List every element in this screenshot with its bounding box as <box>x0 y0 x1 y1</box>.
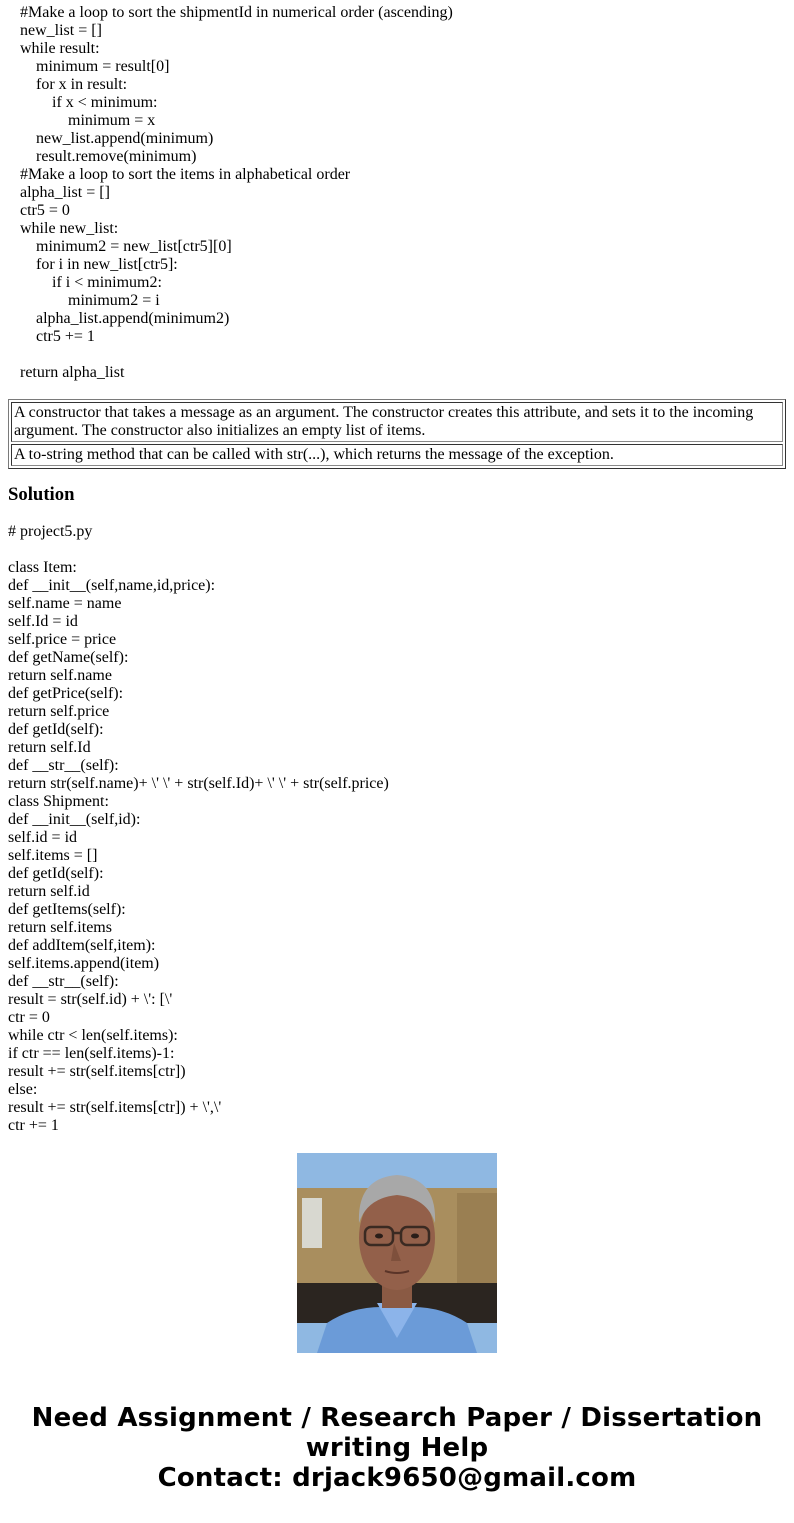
code-line: def getName(self): <box>8 649 129 666</box>
code-line: new_list = [] <box>20 22 102 39</box>
table-cell-to-string: A to-string method that can be called with str(...), which returns the message of the exception. <box>11 444 783 466</box>
code-line: ctr = 0 <box>8 1009 50 1026</box>
promo-line-1: Need Assignment / Research Paper / Dissertation <box>31 1403 763 1433</box>
code-line: # project5.py <box>8 523 93 540</box>
code-line: def __init__(self,name,id,price): <box>8 577 216 594</box>
code-line: result.remove(minimum) <box>36 148 197 165</box>
code-line: result += str(self.items[ctr]) + \',\' <box>8 1099 222 1116</box>
code-line: result = str(self.id) + \': [\' <box>8 991 173 1008</box>
code-line <box>20 346 453 364</box>
person-portrait-icon <box>297 1153 497 1353</box>
promo-line-2: writing Help <box>305 1433 489 1463</box>
code-line: if i < minimum2: <box>52 274 162 291</box>
code-line: minimum2 = i <box>68 292 160 309</box>
avatar <box>297 1153 497 1353</box>
code-line: class Shipment: <box>8 793 109 810</box>
code-line: def getPrice(self): <box>8 685 124 702</box>
code-line: def __str__(self): <box>8 973 119 990</box>
code-line: class Item: <box>8 559 77 576</box>
code-line: return self.Id <box>8 739 91 756</box>
code-line: return alpha_list <box>20 364 125 381</box>
code-line: #Make a loop to sort the shipmentId in numerical order (ascending) <box>20 4 453 21</box>
code-line: self.items = [] <box>8 847 98 864</box>
code-line: self.name = name <box>8 595 122 612</box>
code-line: self.Id = id <box>8 613 78 630</box>
promo-line-3: Contact: drjack9650@gmail.com <box>157 1463 637 1493</box>
solution-code-block <box>8 523 788 1134</box>
code-line: while ctr < len(self.items): <box>8 1027 178 1044</box>
code-line: return self.id <box>8 883 90 900</box>
code-line: minimum2 = new_list[ctr5][0] <box>36 238 232 255</box>
code-line: ctr += 1 <box>8 1117 59 1134</box>
code-line: def getId(self): <box>8 865 104 882</box>
code-line: if ctr == len(self.items)-1: <box>8 1045 175 1062</box>
table-row <box>11 402 783 442</box>
code-line: for x in result: <box>36 76 128 93</box>
code-line: def addItem(self,item): <box>8 937 156 954</box>
code-line: def __init__(self,id): <box>8 811 141 828</box>
code-line: while result: <box>20 40 100 57</box>
code-line: if x < minimum: <box>52 94 158 111</box>
code-line: alpha_list.append(minimum2) <box>36 310 230 327</box>
requirements-table <box>8 399 786 469</box>
code-line: self.price = price <box>8 631 117 648</box>
table-row <box>11 444 783 466</box>
code-line: #Make a loop to sort the items in alphabetical order <box>20 166 351 183</box>
code-line: minimum = result[0] <box>36 58 170 75</box>
code-line: return str(self.name)+ \' \' + str(self.Id)+ \' \' + str(self.price) <box>8 775 389 792</box>
code-line: for i in new_list[ctr5]: <box>36 256 178 273</box>
code-line: return self.name <box>8 667 112 684</box>
code-line: return self.price <box>8 703 110 720</box>
code-line: minimum = x <box>68 112 156 129</box>
code-line: alpha_list = [] <box>20 184 110 201</box>
code-line: else: <box>8 1081 38 1098</box>
code-line <box>8 541 788 559</box>
code-line: ctr5 += 1 <box>36 328 95 345</box>
code-line: def __str__(self): <box>8 757 119 774</box>
question-code-block <box>20 4 453 382</box>
table-cell-constructor: A constructor that takes a message as an argument. The constructor creates this attribute, and sets it to the incoming argument. The constructor also initializes an empty list of items. <box>11 402 783 442</box>
promo-banner <box>0 1403 794 1493</box>
code-line: def getItems(self): <box>8 901 126 918</box>
code-line: new_list.append(minimum) <box>36 130 214 147</box>
code-line: result += str(self.items[ctr]) <box>8 1063 186 1080</box>
code-line: return self.items <box>8 919 112 936</box>
code-line: while new_list: <box>20 220 119 237</box>
solution-heading: Solution <box>8 484 75 505</box>
code-line: self.id = id <box>8 829 78 846</box>
code-line: def getId(self): <box>8 721 104 738</box>
code-line: self.items.append(item) <box>8 955 160 972</box>
code-line: ctr5 = 0 <box>20 202 70 219</box>
